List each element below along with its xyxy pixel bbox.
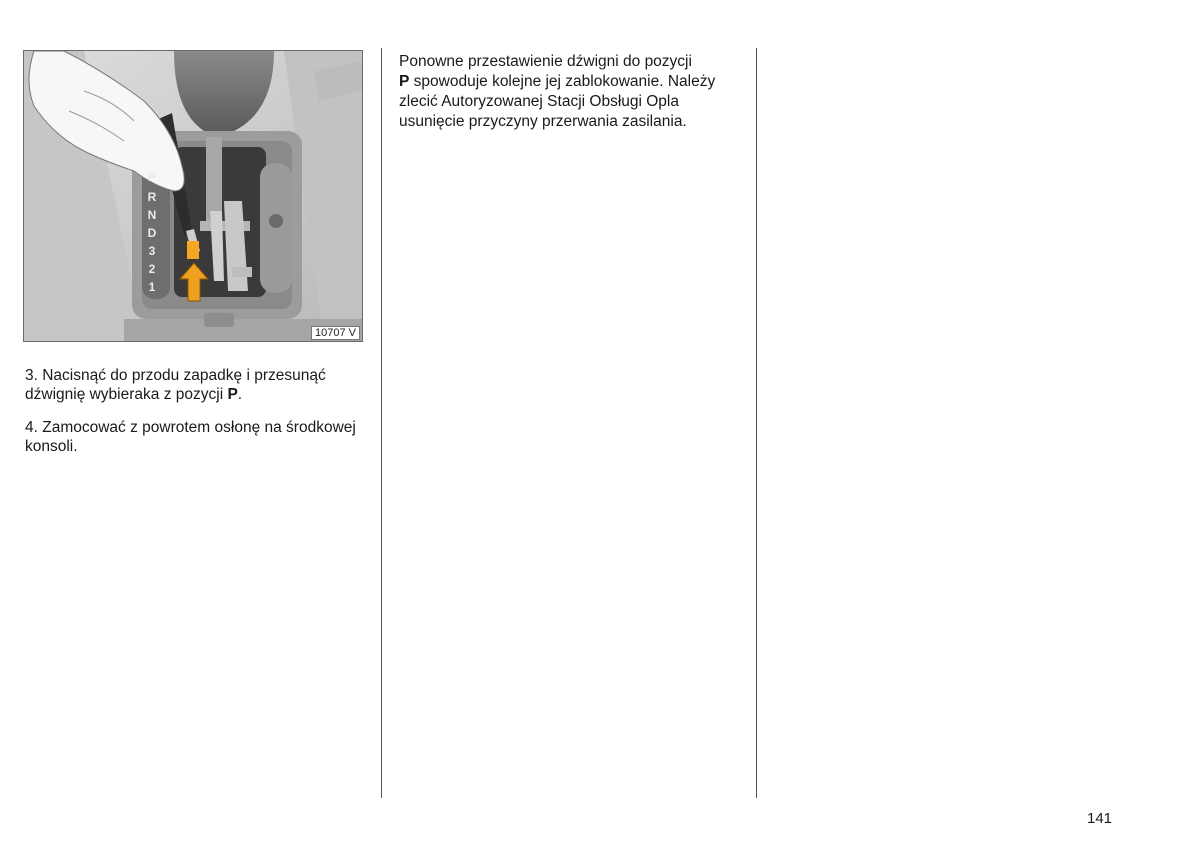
gear-letter-N: N bbox=[147, 208, 157, 222]
position-p-bold: P bbox=[399, 73, 410, 90]
gear-letter-1: 1 bbox=[148, 280, 156, 294]
page-number: 141 bbox=[1087, 810, 1113, 827]
position-p: P bbox=[227, 386, 238, 403]
step-4: 4. Zamocować z powrotem osłonę na środkowej konsoli. bbox=[25, 419, 356, 455]
step-3: 3. Nacisnąć do przodu zapadkę i przesunąć dźwignię wybieraka z pozycji P. bbox=[25, 367, 326, 403]
gear-letter-3: 3 bbox=[148, 244, 156, 258]
gear-selector-figure bbox=[23, 50, 363, 342]
column-divider-left bbox=[381, 48, 382, 798]
latch-highlight bbox=[187, 241, 199, 259]
paragraph-line-1: Ponowne przestawienie dźwigni do pozycji bbox=[399, 53, 692, 70]
gear-letter-P: P bbox=[147, 170, 157, 184]
figure-code: 10707 V bbox=[311, 326, 360, 340]
column-divider-right bbox=[756, 48, 757, 798]
gear-letter-2: 2 bbox=[148, 262, 156, 276]
gear-selector-illustration bbox=[24, 51, 362, 341]
paragraph-rest: spowoduje kolejne jej zablokowanie. Należy zlecić Autoryzowanej Stacji Obsługi Opla usunięcie przyczyny przerwania zasilania. bbox=[399, 73, 716, 130]
right-column-paragraph bbox=[399, 52, 744, 132]
gear-letter-R: R bbox=[147, 190, 157, 204]
gear-letter-D: D bbox=[147, 226, 157, 240]
